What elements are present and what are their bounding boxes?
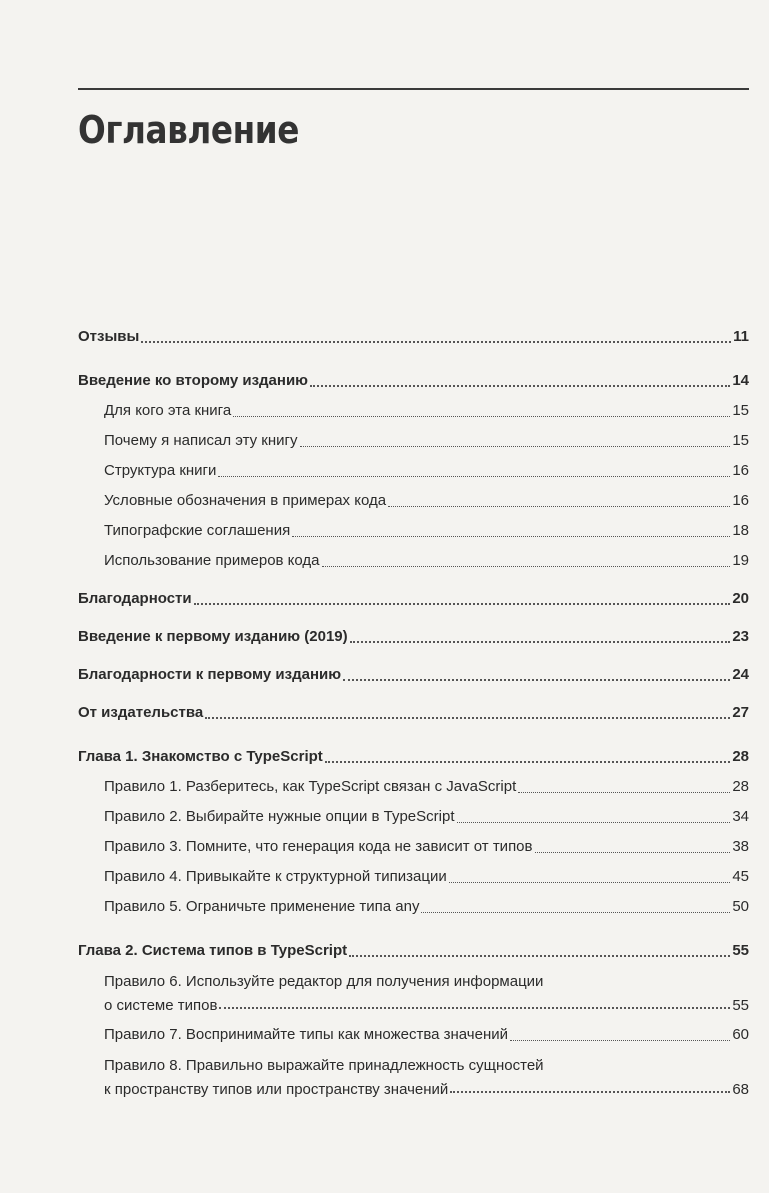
leader-dots (518, 792, 730, 793)
leader-dots (350, 641, 731, 643)
toc-label: От издательства (78, 704, 204, 721)
toc-label: Для кого эта книга (104, 402, 232, 419)
toc-page: 14 (732, 372, 749, 389)
toc-subentry[interactable] (78, 832, 749, 862)
leader-dots (219, 1007, 730, 1009)
toc-page: 20 (732, 590, 749, 607)
toc-subentry[interactable] (78, 396, 749, 426)
toc-page: 38 (732, 838, 749, 855)
toc-subentry[interactable] (78, 456, 749, 486)
toc-label-line2: к пространству типов или пространству значений (104, 1081, 449, 1098)
toc-entry-publisher[interactable] (78, 698, 749, 728)
toc-label: Глава 2. Система типов в TypeScript (78, 942, 348, 959)
table-of-contents (78, 322, 749, 1104)
toc-label-line1: Правило 6. Используйте редактор для получения информации (104, 973, 544, 990)
toc-subentry[interactable] (78, 546, 749, 576)
leader-dots (450, 1091, 730, 1093)
toc-page: 34 (732, 808, 749, 825)
leader-dots (300, 446, 731, 447)
toc-page: 16 (732, 462, 749, 479)
toc-label: Правило 5. Ограничьте применение типа any (104, 898, 420, 915)
leader-dots (194, 603, 731, 605)
toc-entry-intro2[interactable] (78, 366, 749, 396)
leader-dots (292, 536, 730, 537)
toc-label: Отзывы (78, 328, 140, 345)
toc-page: 28 (732, 748, 749, 765)
toc-entry-thanks1[interactable] (78, 660, 749, 690)
toc-page: 18 (732, 522, 749, 539)
toc-subentry-rule7[interactable] (78, 1020, 749, 1050)
leader-dots (535, 852, 731, 853)
toc-page: 16 (732, 492, 749, 509)
toc-page: 55 (732, 942, 749, 959)
toc-label-line2: о системе типов (104, 997, 218, 1014)
toc-label: Благодарности к первому изданию (78, 666, 342, 683)
toc-label: Правило 3. Помните, что генерация кода не зависит от типов (104, 838, 533, 855)
toc-page: 27 (732, 704, 749, 721)
toc-label: Типографские соглашения (104, 522, 291, 539)
toc-page: 19 (732, 552, 749, 569)
toc-page: 55 (732, 997, 749, 1014)
toc-entry-chapter1[interactable] (78, 742, 749, 772)
toc-page: 23 (732, 628, 749, 645)
header-rule (78, 88, 749, 90)
toc-entry-thanks[interactable] (78, 584, 749, 614)
toc-label-line1: Правило 8. Правильно выражайте принадлежность сущностей (104, 1057, 544, 1074)
toc-page: 15 (732, 402, 749, 419)
toc-page: 45 (732, 868, 749, 885)
toc-subentry[interactable] (78, 862, 749, 892)
page-title: Оглавление (78, 108, 299, 152)
toc-label: Правило 2. Выбирайте нужные опции в TypeScript (104, 808, 455, 825)
leader-dots (421, 912, 730, 913)
toc-label: Правило 1. Разберитесь, как TypeScript связан с JavaScript (104, 778, 517, 795)
leader-dots (349, 955, 730, 957)
leader-dots (449, 882, 731, 883)
toc-label: Правило 7. Воспринимайте типы как множества значений (104, 1026, 509, 1043)
toc-label: Введение ко второму изданию (78, 372, 308, 389)
toc-label: Почему я написал эту книгу (104, 432, 298, 449)
leader-dots (325, 761, 731, 763)
toc-entry-chapter2[interactable] (78, 936, 749, 966)
leader-dots (457, 822, 731, 823)
leader-dots (141, 341, 731, 343)
toc-label: Использование примеров кода (104, 552, 320, 569)
toc-label: Условные обозначения в примерах кода (104, 492, 387, 509)
toc-page: 68 (732, 1081, 749, 1098)
leader-dots (233, 416, 730, 417)
toc-subentry[interactable] (78, 892, 749, 922)
toc-label: Введение к первому изданию (2019) (78, 628, 348, 645)
toc-entry-otzyvy[interactable] (78, 322, 749, 352)
toc-subentry-rule6[interactable] (78, 966, 749, 1020)
leader-dots (322, 566, 731, 567)
leader-dots (205, 717, 730, 719)
leader-dots (343, 679, 730, 681)
toc-entry-intro1[interactable] (78, 622, 749, 652)
toc-subentry[interactable] (78, 802, 749, 832)
toc-page: 11 (733, 328, 749, 345)
toc-page: 60 (732, 1026, 749, 1043)
toc-label: Правило 4. Привыкайте к структурной типизации (104, 868, 447, 885)
leader-dots (388, 506, 730, 507)
leader-dots (218, 476, 730, 477)
toc-label: Глава 1. Знакомство с TypeScript (78, 748, 323, 765)
toc-subentry-rule8[interactable] (78, 1050, 749, 1104)
toc-page: 28 (732, 778, 749, 795)
toc-page: 24 (732, 666, 749, 683)
toc-label: Структура книги (104, 462, 217, 479)
toc-label: Благодарности (78, 590, 192, 607)
toc-subentry[interactable] (78, 426, 749, 456)
toc-subentry[interactable] (78, 772, 749, 802)
toc-subentry[interactable] (78, 486, 749, 516)
leader-dots (310, 385, 730, 387)
toc-page: 50 (732, 898, 749, 915)
toc-page: 15 (732, 432, 749, 449)
toc-subentry[interactable] (78, 516, 749, 546)
leader-dots (510, 1040, 730, 1041)
